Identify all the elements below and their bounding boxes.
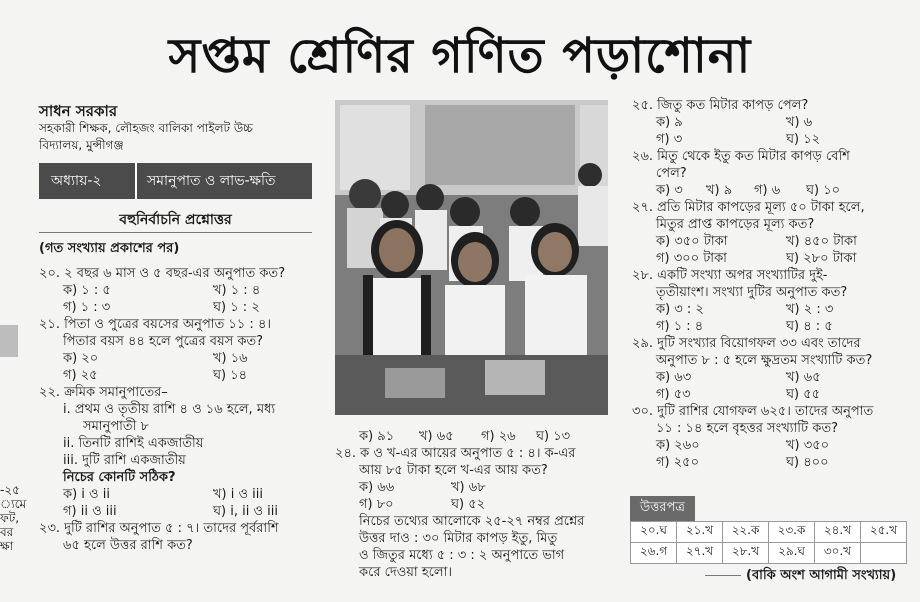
divider — [39, 232, 312, 233]
chapter-number: অধ্যায়-২ — [39, 163, 137, 199]
info-text: উত্তর দাও : ৩০ মিটার কাপড় ইতু, মিতু — [359, 531, 558, 546]
answer-cell: ২৪.খ — [815, 522, 861, 543]
option: গ) ২৫০ — [656, 455, 700, 470]
options-row — [39, 282, 324, 299]
options-row — [632, 250, 917, 267]
option: ক) i ও ii — [63, 487, 110, 502]
option: গ) ii ও iii — [63, 504, 117, 519]
left-column — [39, 265, 324, 554]
question-text: ২৮. একটি সংখ্যা অপর সংখ্যাটির দুই- — [632, 268, 828, 283]
question-text: ২০. ২ বছর ৬ মাস ও ৫ বছর-এর অনুপাত কত? — [39, 266, 286, 281]
option: ক) ২৬০ — [656, 438, 700, 453]
option: ঘ) ১২ — [786, 132, 821, 147]
edge-fragment: ফট, — [0, 511, 20, 525]
options-row — [335, 479, 620, 496]
options-row — [39, 367, 324, 384]
options-row — [632, 318, 917, 335]
options-row — [335, 428, 620, 445]
options-row — [632, 369, 917, 386]
option: ঘ) ৫২ — [451, 497, 486, 512]
classroom-photo-illustration — [335, 100, 608, 415]
option: ক) ৯ — [656, 115, 683, 130]
option: গ) ৫৩ — [656, 387, 691, 402]
option: ক) ২০ — [63, 351, 99, 366]
option: ঘ) ২৮০ টাকা — [786, 251, 857, 266]
question-text: তৃতীয়াংশ। সংখ্যা দুটির অনুপাত কত? — [656, 285, 848, 300]
answer-cell: ২০.ঘ — [631, 522, 677, 543]
option: খ) ১ : ৪ — [213, 283, 261, 298]
edge-fragment: ক্ষা — [0, 539, 14, 553]
option: ক) ৩ — [656, 183, 683, 198]
option: ক) ৬৩ — [656, 370, 692, 385]
table-row — [631, 543, 907, 564]
option: ক) ৯১ — [359, 429, 395, 444]
option: খ) ৬৫ — [419, 429, 454, 444]
option: ঘ) ৪ : ৫ — [786, 319, 833, 334]
question-text: ২৬. মিতু থেকে ইতু কত মিটার কাপড় বেশি — [632, 149, 850, 164]
option: খ) ৯ — [706, 183, 733, 198]
statement: iii. দুটি রাশি একজাতীয় — [63, 453, 186, 468]
answer-cell: ২৫.খ — [861, 522, 907, 543]
options-row — [335, 496, 620, 513]
option: ঘ) ১৪ — [213, 368, 248, 383]
question-text: অনুপাত ৮ : ৫ হলে ক্ষুদ্রতম সংখ্যাটি কত? — [656, 353, 873, 368]
options-row — [39, 350, 324, 367]
options-row — [632, 437, 917, 454]
question-text: ২৩. দুটি রাশির অনুপাত ৫ : ৭। তাদের পূর্বরাশি — [39, 521, 279, 536]
info-text: নিচের তথ্যের আলোকে ২৫-২৭ নম্বর প্রশ্নের — [359, 514, 585, 529]
options-row — [632, 182, 917, 199]
option: গ) ৩ — [656, 132, 683, 147]
classroom-photo — [335, 100, 608, 415]
option: গ) ১ : ৩ — [63, 300, 111, 315]
option: খ) ২ : ৩ — [786, 302, 834, 317]
option: ক) ৩৫০ টাকা — [656, 234, 728, 249]
question-text: ২৯. দুটি সংখ্যার বিয়োগফল ৩৩ এবং তাদের — [632, 336, 861, 351]
author-role: সহকারী শিক্ষক, লৌহজং বালিকা পাইলট উচ্চ — [39, 121, 253, 135]
option: গ) ২৫ — [63, 368, 98, 383]
edge-fragment: বর — [0, 525, 14, 539]
option: খ) ৬৫ — [786, 370, 821, 385]
question-text: ৩০. দুটি রাশির যোগফল ৬২৫। তাদের অনুপাত — [632, 404, 874, 419]
option: খ) ৩৫০ — [786, 438, 830, 453]
info-text: ও জিতুর মধ্যে ৫ : ৩ : ২ অনুপাতে ভাগ — [359, 548, 565, 563]
left-edge-fragments — [0, 483, 26, 553]
table-row — [631, 522, 907, 543]
statement: i. প্রথম ও তৃতীয় রাশি ৪ ও ১৬ হলে, মধ্য — [63, 402, 276, 417]
answer-cell: ৩০.খ — [815, 543, 861, 564]
option: খ) i ও iii — [213, 487, 264, 502]
answer-cell: ২৯.ঘ — [769, 543, 815, 564]
option: গ) ২৬ — [481, 429, 516, 444]
question-text: ৬৫ হলে উত্তর রাশি কত? — [63, 538, 193, 553]
options-row — [632, 114, 917, 131]
question-text: পিতার বয়স ৪৪ হলে পুত্রের বয়স কত? — [63, 334, 264, 349]
question-text: মিতুর প্রাপ্ত কাপড়ের মূল্য কত? — [656, 217, 815, 232]
answer-cell: ২৮.খ — [723, 543, 769, 564]
option: গ) ১ : ৪ — [656, 319, 704, 334]
question-text: ২১. পিতা ও পুত্রের বয়সের অনুপাত ১১ : ৪। — [39, 317, 272, 332]
author-role: বিদ্যালয়, মুন্সীগঞ্জ — [39, 138, 124, 152]
option: খ) ৬ — [786, 115, 813, 130]
options-row — [39, 503, 324, 520]
question-text: ২৪. ক ও খ-এর আয়ের অনুপাত ৫ : ৪। ক-এর — [335, 446, 576, 461]
right-column — [632, 97, 917, 471]
left-edge-bar — [0, 325, 18, 357]
author-block — [39, 103, 319, 154]
footer-note: (বাকি অংশ আগামী সংখ্যায়) — [746, 568, 897, 583]
continuation-note: (গত সংখ্যায় প্রকাশের পর) — [39, 241, 180, 256]
chapter-name: সমানুপাত ও লাভ-ক্ষতি — [147, 173, 276, 189]
footer-rule — [705, 575, 741, 576]
info-text: করে দেওয়া হলো। — [359, 565, 452, 580]
option: খ) ৪৫০ টাকা — [786, 234, 857, 249]
option: খ) ১৬ — [213, 351, 248, 366]
option: ক) ১ : ৫ — [63, 283, 111, 298]
option: গ) ৬ — [754, 183, 781, 198]
question-text: ২৭. প্রতি মিটার কাপড়ের মূল্য ৫০ টাকা হলে, — [632, 200, 865, 215]
options-row — [39, 486, 324, 503]
options-row — [632, 386, 917, 403]
option: ঘ) ৫৫ — [786, 387, 821, 402]
edge-fragment: -২৫ — [0, 483, 20, 497]
page-title: সপ্তম শ্রেণির গণিত পড়াশোনা — [168, 28, 752, 84]
statement: ii. তিনটি রাশিই একজাতীয় — [63, 436, 204, 451]
section-heading: বহুনির্বাচনি প্রশ্নোত্তর — [119, 212, 232, 228]
question-prompt: নিচের কোনটি সঠিক? — [63, 470, 176, 485]
answer-cell: ২৭.খ — [677, 543, 723, 564]
answer-cell: ২১.খ — [677, 522, 723, 543]
option: ঘ) ৪০০ — [786, 455, 829, 470]
answer-cell-empty — [861, 543, 907, 564]
edge-fragment: ্যমে — [0, 497, 27, 511]
option: গ) ৩০০ টাকা — [656, 251, 727, 266]
option: ঘ) ১০ — [806, 183, 841, 198]
options-row — [632, 454, 917, 471]
answer-sheet — [630, 496, 907, 564]
question-text: আয় ৮৫ টাকা হলে খ-এর আয় কত? — [359, 463, 548, 478]
options-row — [632, 301, 917, 318]
options-row — [39, 299, 324, 316]
answer-sheet-heading: উত্তরপত্র — [630, 496, 695, 521]
options-row — [632, 131, 917, 148]
chapter-bar — [39, 163, 312, 199]
options-row — [632, 233, 917, 250]
option: গ) ৮০ — [359, 497, 394, 512]
option: ঘ) i, ii ও iii — [213, 504, 279, 519]
question-text: ১১ : ১৪ হলে বৃহত্তর সংখ্যাটি কত? — [656, 421, 838, 436]
option: ঘ) ১ : ২ — [213, 300, 260, 315]
answer-cell: ২২.ক — [723, 522, 769, 543]
question-text: পেল? — [656, 166, 687, 181]
option: ঘ) ১৩ — [536, 429, 571, 444]
question-text: ২৫. জিতু কত মিটার কাপড় পেল? — [632, 98, 809, 113]
option: ক) ৩ : ২ — [656, 302, 704, 317]
option: খ) ৬৮ — [451, 480, 486, 495]
answer-table — [630, 521, 907, 564]
answer-cell: ২৩.ক — [769, 522, 815, 543]
middle-column — [335, 428, 620, 581]
author-name: সাধন সরকার — [39, 102, 118, 120]
question-text: ২২. ক্রমিক সমানুপাতের– — [39, 385, 168, 400]
option: ক) ৬৬ — [359, 480, 395, 495]
statement: সমানুপাতী ৮ — [83, 419, 149, 434]
answer-cell: ২৬.গ — [631, 543, 677, 564]
